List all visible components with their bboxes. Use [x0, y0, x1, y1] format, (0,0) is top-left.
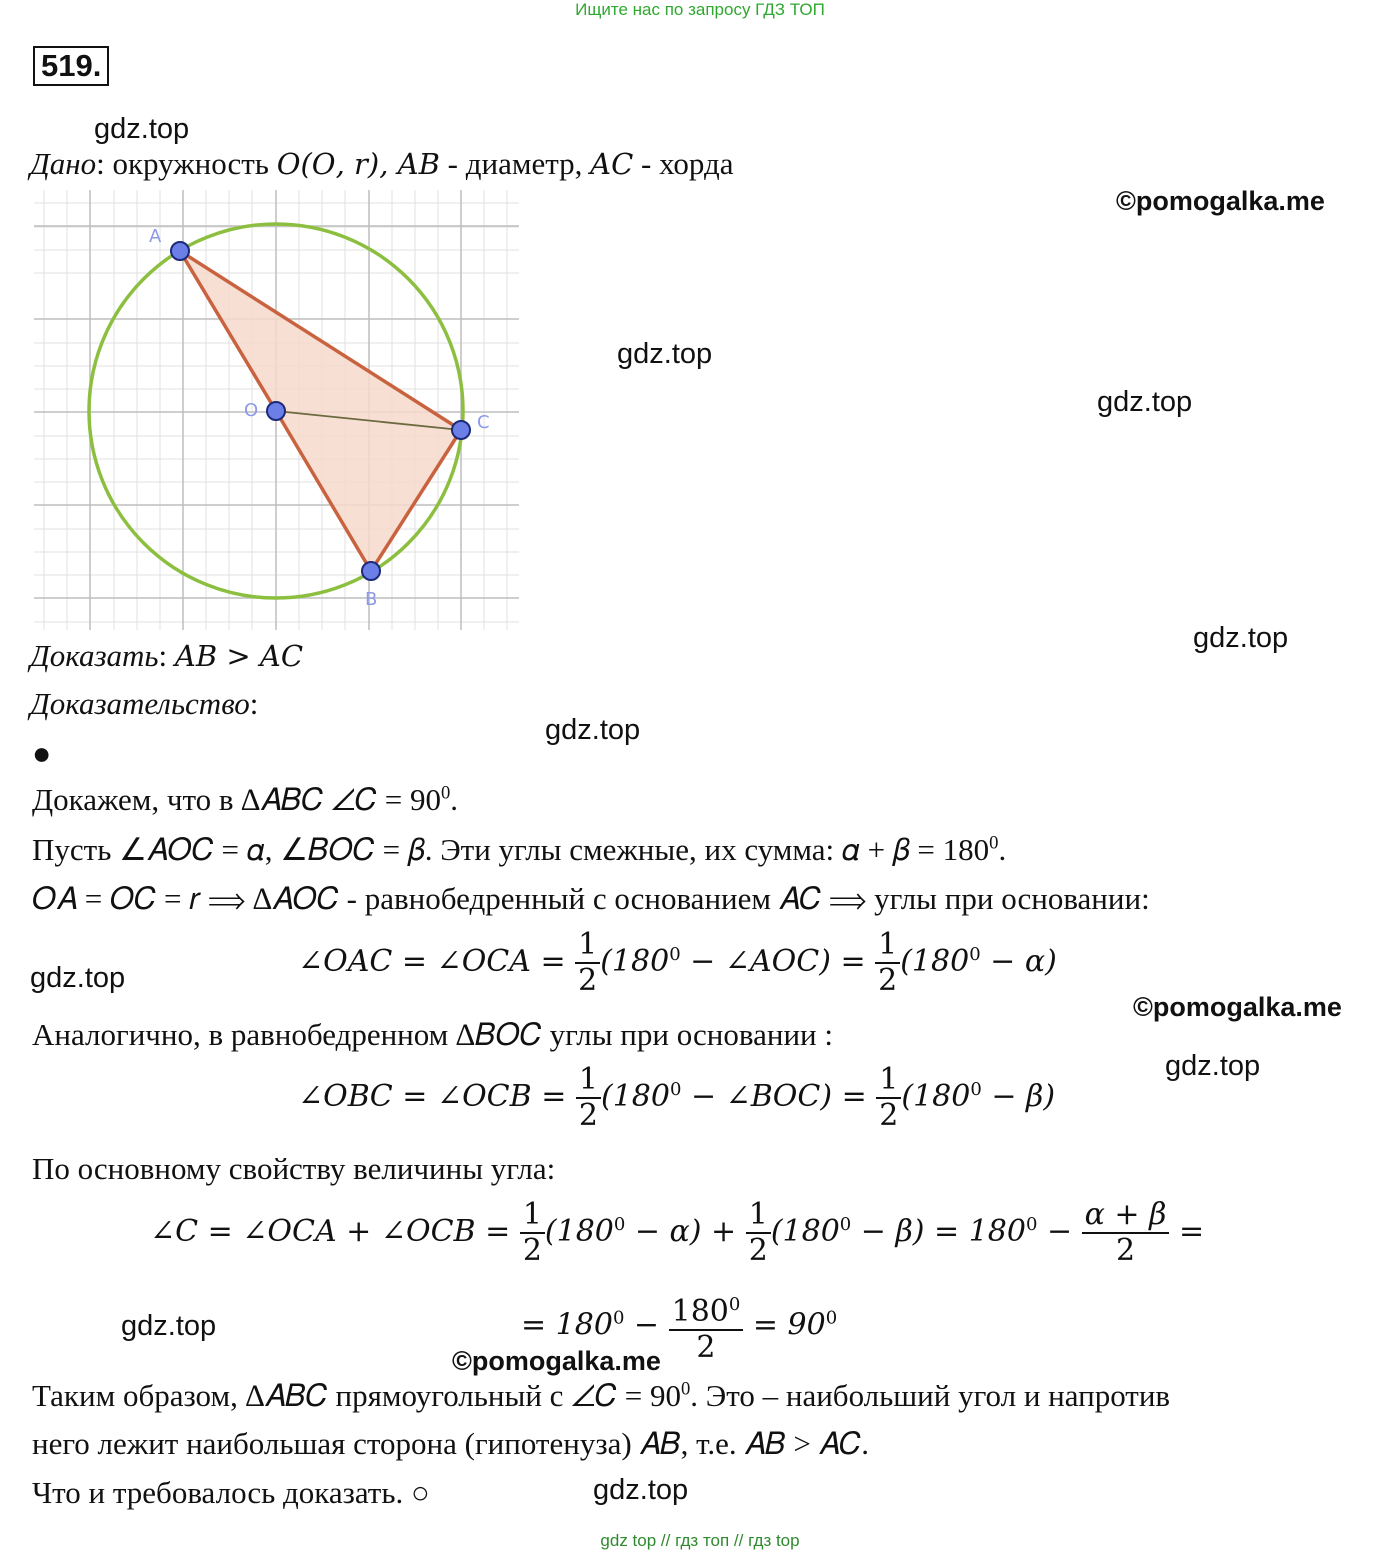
problem-number-suffix: .: [92, 48, 102, 83]
fraction-den: 2: [878, 963, 898, 998]
fraction-num: 1: [746, 1198, 771, 1234]
fraction-num: 1: [876, 1063, 901, 1099]
eq3-part-b: (180: [544, 1214, 614, 1249]
watermark-pomogalka: ©pomogalka.me: [452, 1346, 661, 1376]
equation-2: [298, 1063, 1055, 1133]
proof-line-6-b: . Это – наибольший угол и напротив: [690, 1378, 1171, 1413]
watermark-pomogalka: ©pomogalka.me: [1116, 186, 1325, 216]
degree-sup: 0: [669, 944, 681, 965]
given-text-1: : окружность: [96, 146, 277, 181]
proof-line-4: Аналогично, в равнобедренном ∆𝐵𝑂𝐶 углы при основании :: [32, 1017, 833, 1052]
label-c: C: [477, 412, 490, 433]
fraction-half: [575, 928, 600, 998]
fraction-num-value: 180: [671, 1294, 729, 1329]
degree-sup: 0: [969, 944, 981, 965]
given-line: [30, 146, 734, 182]
geometry-diagram: [34, 190, 519, 630]
watermark-gdz: gdz.top: [617, 338, 713, 370]
prove-statement: 𝐴𝐵 > 𝐴𝐶: [174, 639, 304, 673]
eq2-part-c: − ∠𝐵𝑂𝐶) =: [681, 1079, 877, 1114]
equation-1: [298, 928, 1057, 998]
watermark-gdz: gdz.top: [30, 962, 126, 994]
eq1-part-e: − 𝛼): [980, 944, 1057, 979]
proof-line-2-sup: 0: [989, 832, 999, 854]
given-circle: 𝑂(𝑂, 𝑟): [276, 147, 380, 181]
degree-sup: 0: [612, 1307, 625, 1329]
footer-links[interactable]: gdz top // гдз топ // гдз top: [600, 1531, 800, 1550]
watermark-gdz: gdz.top: [545, 714, 641, 746]
proof-line-2: [32, 832, 1006, 869]
eq1-part-a: ∠𝑂𝐴𝐶 = ∠𝑂𝐶𝐴 =: [298, 944, 576, 979]
degree-sup: 0: [1025, 1214, 1038, 1235]
proof-heading: [30, 686, 258, 722]
given-ab: 𝐴𝐵: [397, 147, 440, 181]
eq2-part-e: − 𝛽): [981, 1079, 1056, 1114]
proof-line-8: Что и требовалось доказать. ○: [32, 1475, 430, 1510]
eq1-part-d: (180: [900, 944, 970, 979]
degree-sup: 0: [970, 1079, 982, 1100]
fraction-half: [875, 928, 900, 998]
fraction-num: 1: [875, 928, 900, 964]
given-label: Дано: [30, 146, 97, 181]
degree-sup: 0: [669, 1079, 682, 1100]
eq3-part-a: ∠𝐶 = ∠𝑂𝐶𝐴 + ∠𝑂𝐶𝐵 =: [150, 1214, 520, 1249]
eq3-part-d: (180: [770, 1214, 840, 1249]
fraction-num: [669, 1288, 744, 1331]
proof-line-1-text: Докажем, что в ∆𝐴𝐵𝐶 ∠𝐶 = 90: [32, 782, 441, 817]
equation-3: [150, 1198, 1204, 1268]
eq2-part-b: (180: [600, 1079, 670, 1114]
eq1-part-b: (180: [600, 944, 670, 979]
watermark-pomogalka: ©pomogalka.me: [1133, 992, 1342, 1022]
given-text-3: - хорда: [633, 146, 734, 181]
fraction-half: [876, 1063, 901, 1133]
prove-line: [30, 638, 303, 674]
watermark-gdz: gdz.top: [1165, 1050, 1261, 1082]
fraction-num: 1: [520, 1198, 545, 1234]
proof-line-5: По основному свойству величины угла:: [32, 1151, 556, 1186]
eq4-part-c: = 90: [743, 1307, 826, 1343]
given-comma: ,: [379, 147, 398, 181]
proof-line-7: него лежит наибольшая сторона (гипотенуза) 𝐴𝐵, т.е. 𝐴𝐵 > 𝐴𝐶.: [32, 1426, 869, 1461]
proof-line-1-end: .: [450, 782, 458, 817]
proof-line-1: [32, 782, 458, 819]
watermark-gdz: gdz.top: [1097, 386, 1193, 418]
bullet: ●: [32, 735, 52, 771]
fraction-num: 1: [576, 1063, 601, 1099]
point-b: [362, 562, 380, 580]
degree-sup: 0: [613, 1214, 626, 1235]
fraction-den: 2: [578, 1098, 598, 1133]
degree-sup: 0: [728, 1294, 741, 1315]
eq3-part-f: −: [1037, 1214, 1082, 1249]
eq3-part-e: − 𝛽) = 180: [851, 1214, 1026, 1249]
label-a: A: [149, 226, 162, 247]
watermark-gdz: gdz.top: [94, 113, 190, 145]
eq4-part-b: −: [624, 1307, 669, 1343]
label-b: B: [365, 589, 378, 610]
fraction-den: 2: [748, 1233, 768, 1268]
fraction-half: [746, 1198, 771, 1268]
eq2-part-d: (180: [901, 1079, 971, 1114]
problem-number-box: [33, 46, 109, 86]
eq1-part-c: − ∠𝐴𝑂𝐶) =: [680, 944, 876, 979]
top-banner[interactable]: Ищите нас по запросу ГДЗ ТОП: [575, 0, 825, 19]
proof-line-6-a: Таким образом, ∆𝐴𝐵𝐶 прямоугольный с ∠𝐶 = 90: [32, 1378, 681, 1413]
proof-line-1-sup: 0: [440, 782, 451, 804]
watermark-gdz: gdz.top: [1193, 622, 1289, 654]
fraction-den: 2: [1116, 1233, 1136, 1268]
proof-line-2-end: .: [998, 832, 1007, 867]
fraction-alpha-beta: [1082, 1198, 1170, 1268]
degree-sup: 0: [825, 1307, 838, 1329]
watermark-gdz: gdz.top: [121, 1310, 217, 1342]
point-o: [267, 402, 285, 420]
problem-number-value: 519: [41, 48, 93, 83]
fraction-den: 2: [879, 1098, 899, 1133]
fraction-den: 2: [578, 963, 598, 998]
fraction-num: 𝛼 + 𝛽: [1082, 1198, 1170, 1234]
triangle-fill: [180, 251, 461, 571]
proof-line-6-sup: 0: [680, 1378, 691, 1400]
proof-label: Доказательство: [30, 686, 250, 721]
fraction-num: 1: [575, 928, 600, 964]
proof-line-2-text: Пусть ∠𝐴𝑂𝐶 = 𝛼, ∠𝐵𝑂𝐶 = 𝛽. Эти углы смежные, их сумма: 𝛼 + 𝛽 = 180: [32, 832, 990, 867]
given-text-2: - диаметр,: [439, 146, 591, 181]
fraction-half: [520, 1198, 545, 1268]
proof-line-3: 𝑂𝐴 = 𝑂𝐶 = 𝑟 ⟹ ∆𝐴𝑂𝐶 - равнобедренный с основанием 𝐴𝐶 ⟹ углы при основании:: [32, 881, 1150, 916]
fraction-half: [576, 1063, 601, 1133]
point-a: [171, 242, 189, 260]
eq3-part-g: =: [1169, 1214, 1205, 1249]
eq2-part-a: ∠𝑂𝐵𝐶 = ∠𝑂𝐶𝐵 =: [298, 1079, 576, 1114]
fraction-den: 2: [522, 1233, 542, 1268]
eq4-part-a: = 180: [521, 1307, 613, 1343]
prove-text: :: [158, 638, 175, 673]
eq3-part-c: − 𝛼) +: [625, 1214, 746, 1249]
problem-number: [33, 46, 109, 86]
proof-line-6: [32, 1378, 1170, 1415]
point-c: [452, 421, 470, 439]
degree-sup: 0: [839, 1214, 852, 1235]
fraction-180: [669, 1288, 744, 1365]
proof-colon: :: [249, 686, 259, 721]
watermark-gdz: gdz.top: [593, 1474, 689, 1506]
given-ac: 𝐴𝐶: [590, 147, 634, 181]
prove-label: Доказать: [30, 638, 159, 673]
label-o: O: [244, 400, 259, 421]
fraction-den: 2: [696, 1330, 716, 1365]
